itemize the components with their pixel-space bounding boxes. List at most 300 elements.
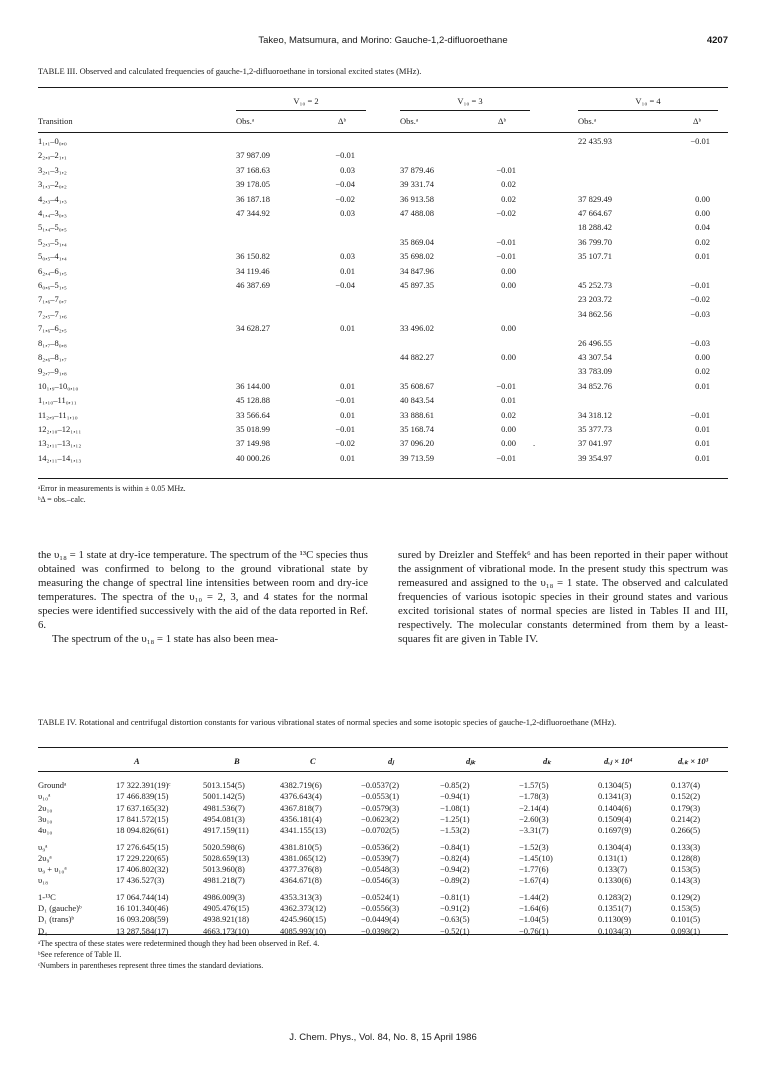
page-number: 4207: [706, 35, 728, 46]
table4-footnote-a: ᵃThe spectra of these states were redetermined though they had been observed in Ref. 4.: [38, 939, 320, 948]
djk-cell: −0.89(2): [440, 875, 470, 886]
dwk-cell: 0.266(5): [671, 825, 701, 836]
dk-cell: −2.14(4): [519, 802, 549, 813]
c-cell: 4362.373(12): [280, 903, 327, 913]
obs-cell: 37 096.20: [400, 438, 434, 449]
obs-cell: 34 628.27: [236, 323, 270, 334]
transition-cell: 3₂,₁–3₁,₂: [38, 164, 67, 175]
table-row: [38, 914, 728, 924]
delta-cell: −0.01: [690, 280, 710, 290]
b-cell: 4663.173(10): [203, 925, 250, 936]
obs-cell: 34 862.56: [578, 308, 612, 319]
table3-group-v2: V₁₀ = 2: [293, 96, 319, 106]
transition-cell: 3₁,₃–2₀,₂: [38, 179, 67, 190]
delta-cell: 0.01: [695, 251, 710, 262]
djk-cell: −1.08(1): [440, 802, 470, 813]
b-cell: 4938.921(18): [203, 914, 250, 925]
table3-col-obs: Obs.ᵃ: [400, 116, 419, 126]
table-row: [38, 179, 728, 189]
dk-cell: −1.04(5): [519, 914, 549, 925]
dwj-cell: 0.1304(4): [598, 841, 632, 852]
dk-cell: −1.52(3): [519, 841, 549, 852]
djk-cell: −1.25(1): [440, 813, 470, 824]
obs-cell: 36 144.00: [236, 380, 270, 391]
table-row: [38, 814, 728, 824]
delta-cell: 0.00: [501, 424, 516, 434]
body-paragraph: sured by Dreizler and Steffek⁶ and has been reported in their paper without the assignment of vibrational mode. In the present study this spectrum was remeasured and assigned to the υ₁₈ = 1 state. The observed and calculated frequencies of various isotopic species in their ground states and various excited torisional states of normal species are listed in Tables II and III, respectively. The molecular constants determined from them by a least-squares fit are given in Table IV.: [398, 549, 728, 645]
c-cell: 4356.181(4): [280, 813, 322, 824]
running-header: [38, 35, 728, 49]
table-row: [38, 266, 728, 276]
dwk-cell: 0.093(1): [671, 925, 701, 936]
obs-cell: 37 168.63: [236, 164, 270, 175]
transition-cell: 11₂,₉–11₁,₁₀: [38, 409, 78, 420]
dk-cell: −0.76(1): [519, 925, 549, 936]
dwj-cell: 0.1330(6): [598, 875, 632, 886]
delta-cell: 0.01: [340, 380, 355, 391]
dwk-cell: 0.128(8): [671, 852, 701, 863]
djk-cell: −0.81(1): [440, 891, 470, 902]
a-cell: 17 276.645(15): [116, 841, 169, 852]
delta-cell: 0.01: [340, 323, 355, 334]
table3-group-rule: [578, 110, 718, 111]
transition-cell: 8₂,₆–8₁,₇: [38, 352, 67, 362]
body-paragraph: the υ₁₈ = 1 state at dry-ice temperature. The spectrum of the ¹³C species thus obtained was confirmed to belong to the ground vibrational state by measuring the change of spectral line intensities between room and dry-ice temperatures. The spectra of the υ₁₀ = 2, 3, and 4 states for the normal species were identified successively with the aid of the data reported in Ref. 6.: [38, 549, 368, 631]
delta-cell: 0.01: [340, 409, 355, 420]
delta-cell: 0.02: [695, 366, 710, 377]
table3-col-obs: Obs.ᵃ: [578, 116, 597, 126]
table-row: [38, 853, 728, 863]
delta-cell: 0.02: [501, 409, 516, 420]
table3-col-transition: Transition: [38, 116, 73, 126]
djk-cell: −0.82(4): [440, 852, 470, 863]
table-row: [38, 825, 728, 835]
a-cell: 17 466.839(15): [116, 791, 169, 802]
transition-cell: 14₂,₁₁–14₁,₁₃: [38, 452, 82, 463]
delta-cell: −0.01: [496, 251, 516, 262]
a-cell: 17 064.744(14): [116, 891, 169, 902]
delta-cell: 0.01: [501, 395, 516, 406]
dk-cell: −1.45(10): [519, 852, 553, 863]
delta-cell: 0.00: [501, 280, 516, 290]
table3-footnote-a: ᵃError in measurements is within ± 0.05 MHz.: [38, 484, 186, 493]
table-row: [38, 438, 728, 448]
dwj-cell: 0.1509(4): [598, 813, 632, 824]
djk-cell: −0.85(2): [440, 780, 470, 790]
b-cell: 4905.476(15): [203, 903, 250, 913]
state-cell: D₄: [38, 925, 48, 936]
dj-cell: −0.0548(3): [361, 864, 400, 875]
dwj-cell: 0.131(1): [598, 852, 628, 863]
table-row: [38, 251, 728, 261]
obs-cell: 35 377.73: [578, 424, 612, 434]
table4-col-c: C: [310, 756, 316, 766]
obs-cell: 39 178.05: [236, 179, 270, 190]
dwk-cell: 0.153(5): [671, 864, 701, 875]
delta-cell: −0.02: [335, 193, 355, 204]
dk-cell: −1.78(3): [519, 791, 549, 802]
djk-cell: −0.84(1): [440, 841, 470, 852]
table3-caption: TABLE III. Observed and calculated frequencies of gauche-1,2-difluoroethane in torsional excited states (MHz).: [38, 66, 422, 76]
dj-cell: −0.0536(2): [361, 841, 400, 852]
dwj-cell: 0.1283(2): [598, 891, 632, 902]
state-cell: D₁ (gauche)ᵇ: [38, 903, 82, 913]
dwk-cell: 0.133(3): [671, 841, 701, 852]
c-cell: 4377.376(8): [280, 864, 322, 875]
obs-cell: 35 869.04: [400, 236, 434, 247]
table3-group-rule: [236, 110, 366, 111]
delta-cell: 0.01: [695, 438, 710, 449]
table3-top-rule: [38, 87, 728, 88]
state-cell: D₁ (trans)ᵇ: [38, 914, 75, 925]
table3-group-v3: V₁₀ = 3: [457, 96, 483, 106]
transition-cell: 4₁,₄–3₀,₃: [38, 208, 67, 218]
state-cell: υ₁₈: [38, 875, 49, 886]
obs-cell: 34 119.46: [236, 265, 270, 276]
c-cell: 4381.810(5): [280, 841, 322, 852]
delta-cell: 0.00: [695, 193, 710, 204]
table-row: [38, 803, 728, 813]
dwk-cell: 0.153(5): [671, 903, 701, 913]
delta-cell: −0.04: [335, 280, 355, 290]
table-row: [38, 136, 728, 146]
obs-cell: 35 018.99: [236, 424, 270, 434]
header-authors: Takeo, Matsumura, and Morino: Gauche-1,2-difluoroethane: [258, 35, 508, 46]
delta-cell: −0.01: [496, 236, 516, 247]
table-row: [38, 903, 728, 913]
dk-cell: −1.64(6): [519, 903, 549, 913]
table4-col-dk: dₖ: [543, 756, 551, 766]
table-row: [38, 780, 728, 790]
state-cell: 3υ₁₀: [38, 813, 53, 824]
table4-footnote-b: ᵇSee reference of Table II.: [38, 950, 122, 959]
transition-cell: 5₀,₅–4₁,₄: [38, 251, 67, 262]
dwj-cell: 0.1034(3): [598, 925, 632, 936]
obs-cell: 46 387.69: [236, 280, 270, 290]
transition-cell: 7₂,₅–7₁,₆: [38, 308, 67, 319]
obs-cell: 36 913.58: [400, 193, 434, 204]
dwk-cell: 0.143(3): [671, 875, 701, 886]
c-cell: 4382.719(6): [280, 780, 322, 790]
state-cell: υ₉ + υ₁₀ᵃ: [38, 864, 67, 875]
obs-cell: 39 713.59: [400, 452, 434, 463]
djk-cell: −1.53(2): [440, 825, 470, 836]
table3-header-rule: [38, 132, 728, 133]
transition-cell: 5₂,₃–5₁,₄: [38, 236, 67, 247]
table-row: [38, 309, 728, 319]
obs-cell: 33 566.64: [236, 409, 270, 420]
obs-cell: 37 829.49: [578, 193, 612, 204]
state-cell: υ₁₀ᵃ: [38, 791, 51, 802]
delta-cell: 0.00: [501, 352, 516, 362]
delta-cell: −0.04: [335, 179, 355, 190]
obs-cell: 33 888.61: [400, 409, 434, 420]
djk-cell: −0.94(1): [440, 791, 470, 802]
dwj-cell: 0.133(7): [598, 864, 628, 875]
delta-cell: 0.00: [501, 438, 516, 449]
obs-cell: 22 435.93: [578, 136, 612, 146]
table-row: [38, 864, 728, 874]
a-cell: 13 287.584(17): [116, 925, 169, 936]
transition-cell: 12₂,₁₀–12₁,₁₁: [38, 424, 82, 434]
table-row: [38, 165, 728, 175]
obs-cell: 37 041.97: [578, 438, 612, 449]
b-cell: 4981.536(7): [203, 802, 245, 813]
delta-cell: 0.01: [695, 424, 710, 434]
obs-cell: 44 882.27: [400, 352, 434, 362]
transition-cell: 10₁,₉–10₀,₁₀: [38, 380, 79, 391]
transition-cell: 1₁,₁₀–11₀,₁₁: [38, 395, 77, 406]
c-cell: 4341.155(13): [280, 825, 327, 836]
state-cell: υ₉ᵃ: [38, 841, 48, 852]
table-row: [38, 381, 728, 391]
table3-bottom-rule: [38, 478, 728, 479]
djk-cell: −0.63(5): [440, 914, 470, 925]
dwk-cell: 0.214(2): [671, 813, 701, 824]
obs-cell: 36 799.70: [578, 236, 612, 247]
b-cell: 5028.659(13): [203, 852, 250, 863]
dk-cell: −1.77(6): [519, 864, 549, 875]
body-paragraph: The spectrum of the υ₁₈ = 1 state has also been mea-: [52, 633, 279, 645]
dwk-cell: 0.101(5): [671, 914, 701, 925]
dj-cell: −0.0623(2): [361, 813, 400, 824]
obs-cell: 39 331.74: [400, 179, 434, 190]
dk-cell: −2.60(3): [519, 813, 549, 824]
djk-cell: −0.94(2): [440, 864, 470, 875]
delta-cell: −0.01: [496, 452, 516, 463]
delta-cell: 0.03: [340, 251, 355, 262]
table-row: [38, 280, 728, 290]
b-cell: 5020.598(6): [203, 841, 245, 852]
state-cell: 2υ₁₀: [38, 802, 53, 813]
delta-cell: 0.01: [340, 452, 355, 463]
dj-cell: −0.0579(3): [361, 802, 400, 813]
table-row: [38, 208, 728, 218]
delta-cell: −0.03: [690, 308, 710, 319]
obs-cell: 34 847.96: [400, 265, 434, 276]
dwk-cell: 0.152(2): [671, 791, 701, 802]
delta-cell: 0.00: [695, 208, 710, 218]
obs-cell: 35 608.67: [400, 380, 434, 391]
table4-col-b: B: [234, 756, 240, 766]
obs-cell: 39 354.97: [578, 452, 612, 463]
c-cell: 4245.960(15): [280, 914, 327, 925]
table-row: [38, 366, 728, 376]
transition-cell: 2₂,₀–2₁,₁: [38, 150, 67, 161]
table3-col-delta: Δᵇ: [498, 116, 507, 126]
obs-cell: 35 107.71: [578, 251, 612, 262]
obs-cell: 45 128.88: [236, 395, 270, 406]
obs-cell: 40 843.54: [400, 395, 434, 406]
c-cell: 4367.818(7): [280, 802, 322, 813]
obs-cell: 35 698.02: [400, 251, 434, 262]
dwj-cell: 0.1404(6): [598, 802, 632, 813]
delta-cell: 0.02: [695, 236, 710, 247]
dj-cell: −0.0524(1): [361, 891, 400, 902]
obs-cell: 40 000.26: [236, 452, 270, 463]
a-cell: 17 406.802(32): [116, 864, 169, 875]
delta-cell: 0.02: [501, 179, 516, 190]
table-row: [38, 875, 728, 885]
body-left-column: [38, 548, 368, 646]
delta-cell: −0.02: [690, 294, 710, 305]
table-row: [38, 453, 728, 463]
delta-cell: −0.01: [496, 164, 516, 175]
transition-cell: 4₂,₃–4₁,₃: [38, 193, 67, 204]
delta-cell: 0.01: [340, 265, 355, 276]
delta-cell: 0.03: [340, 208, 355, 218]
table4-col-dwj: dᵥⱼ × 10⁴: [604, 756, 633, 766]
transition-cell: 6₂,₄–6₁,₅: [38, 265, 67, 276]
b-cell: 4954.081(3): [203, 813, 245, 824]
obs-cell: 26 496.55: [578, 337, 612, 348]
obs-cell: 47 664.67: [578, 208, 612, 218]
table4-top-rule: [38, 747, 728, 748]
obs-cell: 47 344.92: [236, 208, 270, 218]
table-row: [38, 222, 728, 232]
obs-cell: 37 987.09: [236, 150, 270, 161]
a-cell: 17 229.220(65): [116, 852, 169, 863]
table3-footnote-b: ᵇΔ = obs.–calc.: [38, 495, 86, 504]
c-cell: 4085.993(10): [280, 925, 327, 936]
a-cell: 17 637.165(32): [116, 802, 169, 813]
table-row: [38, 150, 728, 160]
obs-cell: 37 149.98: [236, 438, 270, 449]
table4-col-a: A: [134, 756, 140, 766]
dj-cell: −0.0449(4): [361, 914, 400, 925]
body-right-column: [398, 548, 728, 646]
transition-cell: 9₂,₇–9₁,₈: [38, 366, 67, 377]
table4-bottom-rule: [38, 934, 728, 935]
journal-footer: J. Chem. Phys., Vol. 84, No. 8, 15 April 1986: [289, 1032, 477, 1043]
table4-header-rule: [38, 771, 728, 772]
b-cell: 5013.154(5): [203, 780, 245, 790]
a-cell: 16 101.340(46): [116, 903, 169, 913]
c-cell: 4353.313(3): [280, 891, 322, 902]
c-cell: 4376.643(4): [280, 791, 322, 802]
table-row: [38, 352, 728, 362]
delta-cell: −0.01: [690, 136, 710, 146]
transition-cell: 7₁,₆–6₂,₅: [38, 323, 67, 334]
table4-col-dwk: dᵥₖ × 10³: [678, 756, 709, 766]
delta-cell: 0.04: [695, 222, 710, 233]
delta-cell: 0.00: [501, 323, 516, 334]
a-cell: 17 436.527(3): [116, 875, 165, 886]
dj-cell: −0.0702(5): [361, 825, 400, 836]
obs-cell: 47 488.08: [400, 208, 434, 218]
obs-cell: 33 783.09: [578, 366, 612, 377]
mark-cell: .: [533, 438, 536, 449]
delta-cell: −0.01: [335, 424, 355, 434]
table3-col-delta: Δᵇ: [338, 116, 347, 126]
delta-cell: −0.01: [335, 395, 355, 406]
delta-cell: 0.01: [695, 380, 710, 391]
table3-col-delta: Δᵇ: [693, 116, 702, 126]
obs-cell: 23 203.72: [578, 294, 612, 305]
transition-cell: 13₂,₁₁–13₁,₁₂: [38, 438, 82, 449]
a-cell: 18 094.826(61): [116, 825, 169, 836]
dj-cell: −0.0537(2): [361, 780, 400, 790]
table3-group-rule: [400, 110, 530, 111]
delta-cell: 0.02: [501, 193, 516, 204]
table-row: [38, 294, 728, 304]
table4-footnote-c: ᶜNumbers in parentheses represent three times the standard deviations.: [38, 961, 264, 970]
c-cell: 4381.065(12): [280, 852, 327, 863]
djk-cell: −0.52(1): [440, 925, 470, 936]
b-cell: 5001.142(5): [203, 791, 245, 802]
transition-cell: 6₀,₆–5₁,₅: [38, 280, 67, 290]
delta-cell: −0.03: [690, 337, 710, 348]
table-row: [38, 842, 728, 852]
table3-group-v4: V₁₀ = 4: [635, 96, 661, 106]
transition-cell: 8₁,₇–8₀,₈: [38, 337, 67, 348]
table-row: [38, 410, 728, 420]
delta-cell: 0.00: [501, 265, 516, 276]
delta-cell: 0.00: [695, 352, 710, 362]
dk-cell: −1.67(4): [519, 875, 549, 886]
b-cell: 4917.159(11): [203, 825, 249, 836]
table-row: [38, 424, 728, 434]
dwj-cell: 0.1304(5): [598, 780, 632, 790]
b-cell: 4986.009(3): [203, 891, 245, 902]
transition-cell: 1₁,₁–0₀,₀: [38, 136, 67, 146]
transition-cell: 5₁,₄–5₀,₅: [38, 222, 67, 233]
obs-cell: 36 150.82: [236, 251, 270, 262]
dwj-cell: 0.1697(9): [598, 825, 632, 836]
transition-cell: 7₁,₆–7₀,₇: [38, 294, 67, 305]
table-row: [38, 791, 728, 801]
obs-cell: 37 879.46: [400, 164, 434, 175]
dwk-cell: 0.179(3): [671, 802, 701, 813]
obs-cell: 18 288.42: [578, 222, 612, 233]
table3-col-obs: Obs.ᵃ: [236, 116, 255, 126]
table-row: [38, 892, 728, 902]
table4-col-dj: dⱼ: [388, 756, 394, 766]
state-cell: Groundᵃ: [38, 780, 67, 790]
dj-cell: −0.0556(3): [361, 903, 400, 913]
dwj-cell: 0.1341(3): [598, 791, 632, 802]
obs-cell: 34 852.76: [578, 380, 612, 391]
obs-cell: 36 187.18: [236, 193, 270, 204]
dj-cell: −0.0553(1): [361, 791, 400, 802]
dwj-cell: 0.1351(7): [598, 903, 632, 913]
obs-cell: 33 496.02: [400, 323, 434, 334]
delta-cell: 0.03: [340, 164, 355, 175]
state-cell: 4υ₁₀: [38, 825, 53, 836]
delta-cell: −0.02: [335, 438, 355, 449]
state-cell: 1-¹³C: [38, 891, 56, 902]
delta-cell: −0.01: [335, 150, 355, 161]
delta-cell: 0.01: [695, 452, 710, 463]
table4-caption: TABLE IV. Rotational and centrifugal distortion constants for various vibrational states of normal species and some isotopic species of gauche-1,2-difluoroethane (MHz).: [38, 717, 617, 727]
a-cell: 17 322.391(19)ᶜ: [116, 780, 171, 790]
table-row: [38, 194, 728, 204]
table4-col-djk: dⱼₖ: [466, 756, 476, 766]
table-row: [38, 237, 728, 247]
dk-cell: −3.31(7): [519, 825, 549, 836]
obs-cell: 35 168.74: [400, 424, 434, 434]
b-cell: 4981.218(7): [203, 875, 245, 886]
dk-cell: −1.57(5): [519, 780, 549, 790]
delta-cell: −0.01: [690, 409, 710, 420]
dj-cell: −0.0398(2): [361, 925, 400, 936]
dj-cell: −0.0546(3): [361, 875, 400, 886]
table-row: [38, 395, 728, 405]
a-cell: 16 093.208(59): [116, 914, 169, 925]
obs-cell: 34 318.12: [578, 409, 612, 420]
delta-cell: −0.01: [496, 380, 516, 391]
table-row: [38, 338, 728, 348]
